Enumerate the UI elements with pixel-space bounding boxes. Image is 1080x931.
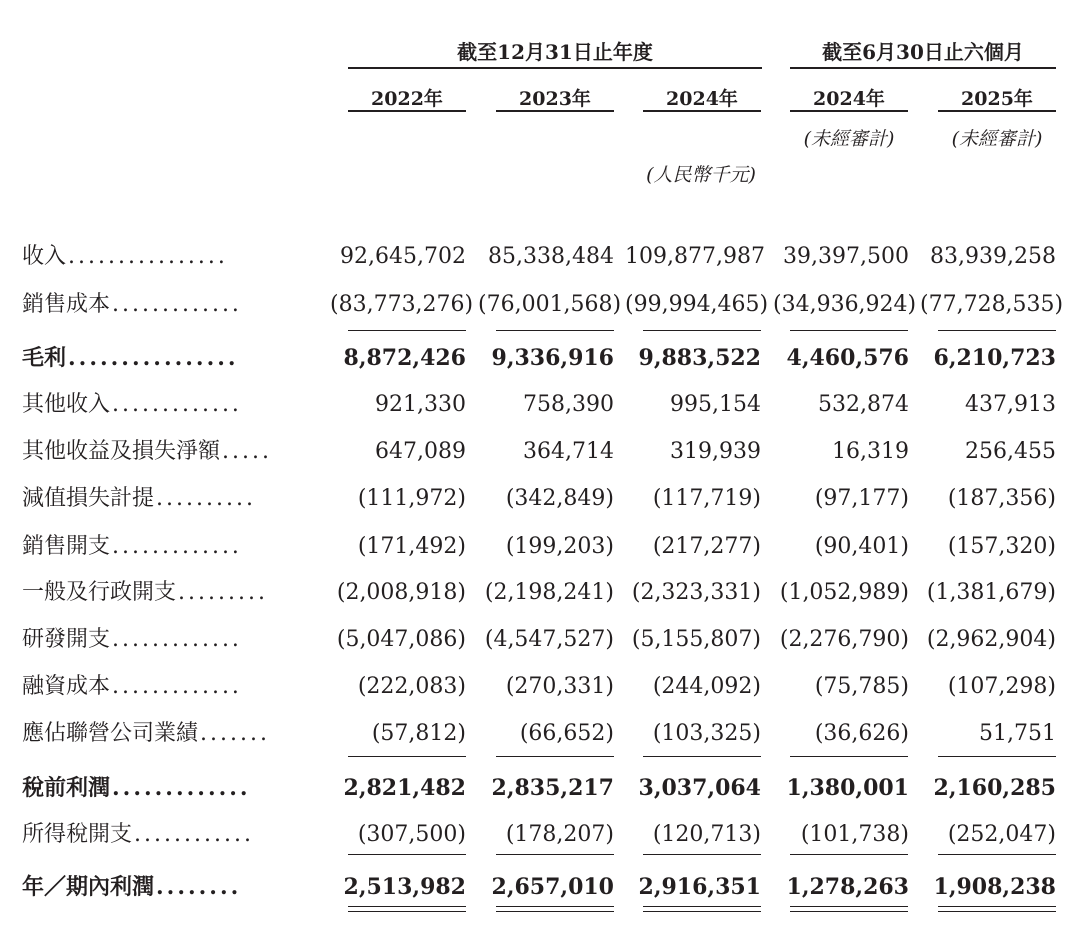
- value-cell: 2,835,217: [491, 775, 614, 801]
- value-cell: (107,298): [947, 674, 1056, 699]
- value-cell: 2,657,010: [491, 874, 614, 900]
- row-label-text: 其他收入: [22, 392, 111, 417]
- leader-dots: .............: [112, 775, 251, 801]
- value-cell: (2,008,918): [336, 580, 466, 605]
- subtotal-rule: [790, 330, 908, 331]
- subtotal-rule: [496, 756, 614, 757]
- year-header-2024-h1: 2024年: [813, 88, 885, 110]
- value-cell: 1,278,263: [786, 874, 909, 900]
- row-label-text: 融資成本: [22, 674, 111, 699]
- year-rule: [496, 110, 614, 112]
- leader-dots: .............: [112, 392, 242, 417]
- value-cell: 2,916,351: [638, 874, 761, 900]
- value-cell: (270,331): [505, 674, 614, 699]
- value-cell: (66,652): [519, 721, 614, 746]
- value-cell: (157,320): [947, 534, 1056, 559]
- leader-dots: .............: [112, 674, 242, 699]
- value-cell: (83,773,276): [330, 292, 474, 317]
- leader-dots: .....: [222, 439, 272, 464]
- value-cell: 364,714: [523, 439, 614, 464]
- total-double-rule: [348, 906, 466, 912]
- value-cell: (75,785): [814, 674, 909, 699]
- value-cell: (5,155,807): [631, 627, 761, 652]
- value-cell: 6,210,723: [933, 345, 1056, 371]
- value-cell: (5,047,086): [336, 627, 466, 652]
- year-header-2022: 2022年: [371, 88, 443, 110]
- currency-unit-note: (人民幣千元): [646, 164, 756, 186]
- value-cell: 532,874: [818, 392, 909, 417]
- group-rule-fiscal-year: [348, 67, 762, 69]
- table-row: [0, 237, 1080, 277]
- value-cell: 109,877,987: [625, 244, 765, 269]
- value-cell: (252,047): [947, 822, 1056, 847]
- value-cell: 758,390: [523, 392, 614, 417]
- subtotal-rule: [348, 330, 466, 331]
- table-row: [0, 867, 1080, 907]
- value-cell: (2,962,904): [926, 627, 1056, 652]
- value-cell: (97,177): [814, 486, 909, 511]
- table-row: [0, 620, 1080, 660]
- year-header-2023: 2023年: [519, 88, 591, 110]
- value-cell: (307,500): [357, 822, 466, 847]
- row-label: [22, 237, 320, 277]
- leader-dots: ..........: [156, 486, 256, 511]
- subtotal-rule: [938, 756, 1056, 757]
- table-row: [0, 338, 1080, 378]
- total-double-rule: [938, 906, 1056, 912]
- value-cell: (120,713): [652, 822, 761, 847]
- value-cell: (99,994,465): [625, 292, 769, 317]
- row-label-text: 一般及行政開支: [22, 580, 177, 605]
- leader-dots: .............: [112, 627, 242, 652]
- row-label-text: 應佔聯營公司業績: [22, 721, 199, 746]
- row-label: [22, 768, 320, 808]
- value-cell: (4,547,527): [484, 627, 614, 652]
- value-cell: 2,160,285: [933, 775, 1056, 801]
- value-cell: 92,645,702: [340, 244, 466, 269]
- subtotal-rule: [496, 330, 614, 331]
- subtotal-rule: [938, 330, 1056, 331]
- leader-dots: ............: [134, 822, 254, 847]
- value-cell: (1,381,679): [926, 580, 1056, 605]
- subtotal-rule: [643, 756, 761, 757]
- table-row: [0, 432, 1080, 472]
- value-cell: 1,380,001: [786, 775, 909, 801]
- table-row: [0, 285, 1080, 325]
- value-cell: 83,939,258: [930, 244, 1056, 269]
- value-cell: (199,203): [505, 534, 614, 559]
- value-cell: (103,325): [652, 721, 761, 746]
- value-cell: 8,872,426: [343, 345, 466, 371]
- value-cell: 9,336,916: [491, 345, 614, 371]
- value-cell: (111,972): [357, 486, 466, 511]
- value-cell: (76,001,568): [478, 292, 622, 317]
- value-cell: 1,908,238: [933, 874, 1056, 900]
- subtotal-rule: [643, 854, 761, 855]
- value-cell: 647,089: [375, 439, 466, 464]
- row-label-text: 毛利: [22, 345, 67, 371]
- row-label: [22, 667, 320, 707]
- leader-dots: ........: [156, 874, 242, 900]
- subtotal-rule: [348, 854, 466, 855]
- value-cell: (77,728,535): [920, 292, 1064, 317]
- row-label: [22, 338, 320, 378]
- table-row: [0, 815, 1080, 855]
- value-cell: (2,276,790): [779, 627, 909, 652]
- value-cell: 9,883,522: [638, 345, 761, 371]
- value-cell: 2,513,982: [343, 874, 466, 900]
- year-header-2025-h1: 2025年: [961, 88, 1033, 110]
- leader-dots: .......: [200, 721, 270, 746]
- row-label-text: 銷售開支: [22, 534, 111, 559]
- leader-dots: .............: [112, 534, 242, 559]
- subtotal-rule: [790, 756, 908, 757]
- group-title-six-months: 截至6月30日止六個月: [822, 40, 1024, 64]
- value-cell: 3,037,064: [638, 775, 761, 801]
- value-cell: 437,913: [965, 392, 1056, 417]
- year-rule: [790, 110, 908, 112]
- row-label-text: 年／期內利潤: [22, 874, 155, 900]
- value-cell: (342,849): [505, 486, 614, 511]
- value-cell: 4,460,576: [786, 345, 909, 371]
- year-header-2024: 2024年: [666, 88, 738, 110]
- table-row: [0, 385, 1080, 425]
- row-label: [22, 385, 320, 425]
- leader-dots: ................: [68, 244, 228, 269]
- row-label: [22, 527, 320, 567]
- unaudited-note-2025: (未經審計): [951, 128, 1043, 150]
- group-title-fiscal-year: 截至12月31日止年度: [457, 40, 653, 64]
- row-label: [22, 432, 320, 472]
- value-cell: (117,719): [652, 486, 761, 511]
- value-cell: 921,330: [375, 392, 466, 417]
- table-row: [0, 768, 1080, 808]
- row-label: [22, 620, 320, 660]
- row-label-text: 稅前利潤: [22, 775, 111, 801]
- value-cell: (222,083): [357, 674, 466, 699]
- total-double-rule: [496, 906, 614, 912]
- leader-dots: ................: [68, 345, 239, 371]
- subtotal-rule: [496, 854, 614, 855]
- value-cell: 995,154: [670, 392, 761, 417]
- value-cell: (171,492): [357, 534, 466, 559]
- table-row: [0, 573, 1080, 613]
- value-cell: 85,338,484: [488, 244, 614, 269]
- leader-dots: .............: [112, 292, 242, 317]
- value-cell: (34,936,924): [773, 292, 917, 317]
- row-label-text: 減值損失計提: [22, 486, 155, 511]
- row-label: [22, 479, 320, 519]
- group-rule-six-months: [790, 67, 1056, 69]
- value-cell: (101,738): [800, 822, 909, 847]
- value-cell: (2,323,331): [631, 580, 761, 605]
- row-label-text: 其他收益及損失淨額: [22, 439, 221, 464]
- value-cell: (244,092): [652, 674, 761, 699]
- row-label-text: 銷售成本: [22, 292, 111, 317]
- value-cell: (57,812): [371, 721, 466, 746]
- subtotal-rule: [938, 854, 1056, 855]
- value-cell: 16,319: [832, 439, 909, 464]
- year-rule: [938, 110, 1056, 112]
- value-cell: (1,052,989): [779, 580, 909, 605]
- unaudited-note-2024: (未經審計): [803, 128, 895, 150]
- subtotal-rule: [790, 854, 908, 855]
- total-double-rule: [790, 906, 908, 912]
- value-cell: (217,277): [652, 534, 761, 559]
- year-rule: [348, 110, 466, 112]
- value-cell: (2,198,241): [484, 580, 614, 605]
- row-label: [22, 867, 320, 907]
- value-cell: (187,356): [947, 486, 1056, 511]
- value-cell: 319,939: [670, 439, 761, 464]
- value-cell: 2,821,482: [343, 775, 466, 801]
- row-label: [22, 573, 320, 613]
- leader-dots: .........: [178, 580, 268, 605]
- subtotal-rule: [348, 756, 466, 757]
- row-label: [22, 815, 320, 855]
- total-double-rule: [643, 906, 761, 912]
- table-row: [0, 714, 1080, 754]
- row-label-text: 研發開支: [22, 627, 111, 652]
- value-cell: 39,397,500: [783, 244, 909, 269]
- value-cell: (36,626): [814, 721, 909, 746]
- table-row: [0, 667, 1080, 707]
- row-label: [22, 714, 320, 754]
- value-cell: 51,751: [979, 721, 1056, 746]
- year-rule: [643, 110, 761, 112]
- table-row: [0, 527, 1080, 567]
- row-label-text: 所得稅開支: [22, 822, 133, 847]
- value-cell: (90,401): [814, 534, 909, 559]
- value-cell: 256,455: [965, 439, 1056, 464]
- value-cell: (178,207): [505, 822, 614, 847]
- subtotal-rule: [643, 330, 761, 331]
- row-label-text: 收入: [22, 244, 67, 269]
- row-label: [22, 285, 320, 325]
- table-row: [0, 479, 1080, 519]
